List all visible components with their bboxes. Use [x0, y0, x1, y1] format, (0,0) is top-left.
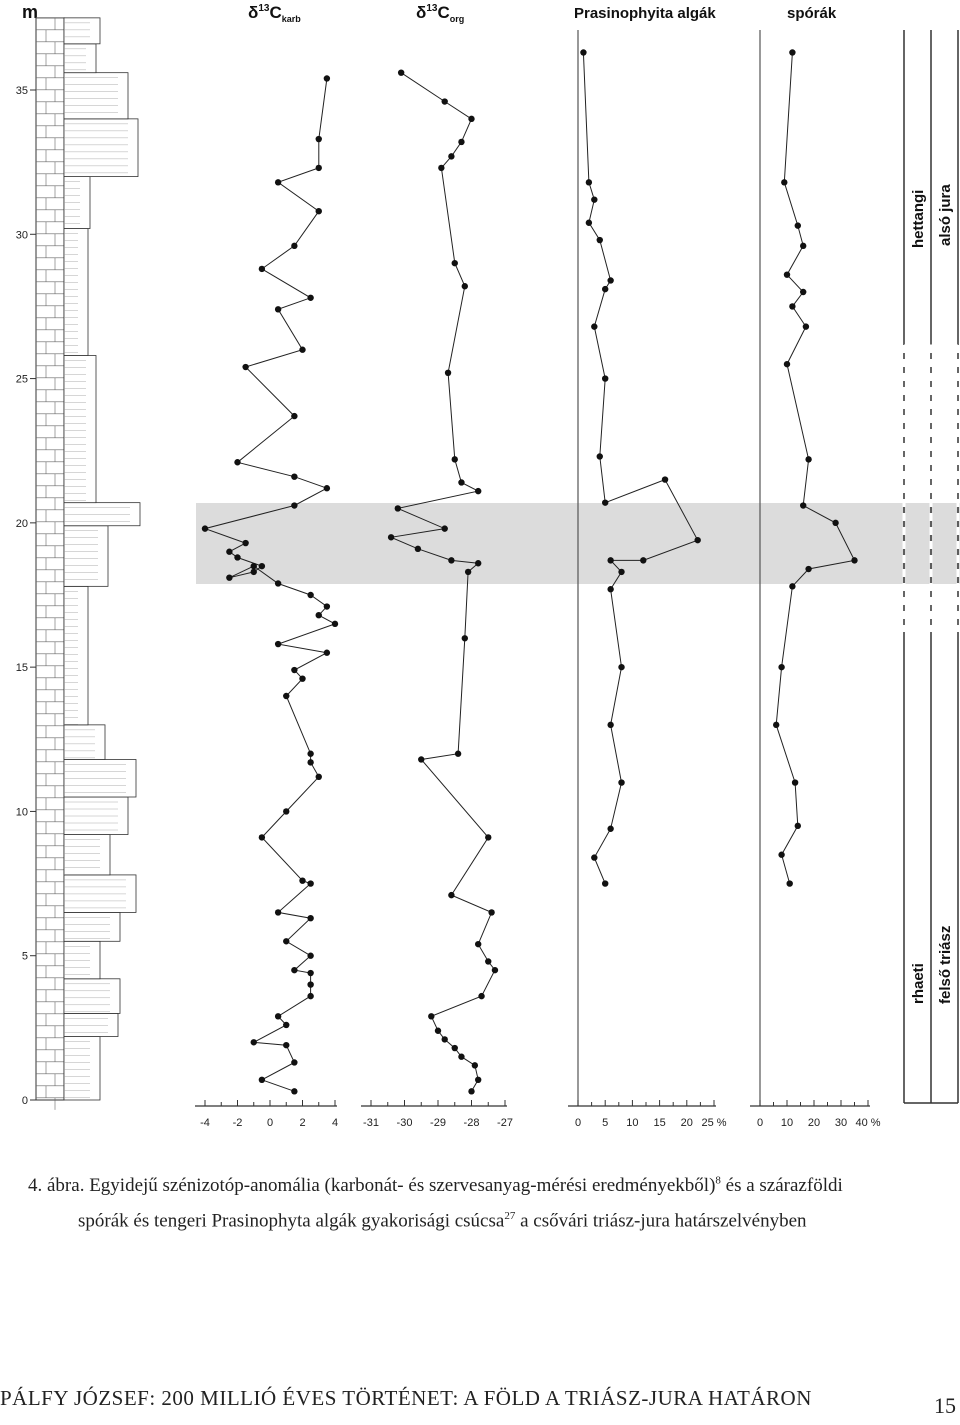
org-header: $\delta^{13}C_{org}$ [416, 3, 465, 24]
data-point [784, 361, 790, 367]
data-point [602, 880, 608, 886]
data-point [803, 323, 809, 329]
data-point [789, 583, 795, 589]
data-point [458, 479, 464, 485]
depth-tick-label: 25 [15, 373, 28, 386]
data-point [324, 650, 330, 656]
data-point [275, 179, 281, 185]
x-tick-label: 20 [680, 1117, 693, 1129]
data-point [283, 1042, 289, 1048]
x-tick-label: -28 [463, 1117, 480, 1129]
panel-d13c_carb [195, 75, 338, 1129]
depth-tick-label: 5 [21, 950, 28, 963]
x-tick-label: 30 [834, 1117, 848, 1129]
data-point [307, 970, 313, 976]
litho-bed [64, 526, 108, 587]
spores-header: spórák [787, 5, 837, 22]
data-point [640, 557, 646, 563]
data-point [607, 722, 613, 728]
data-point [458, 1054, 464, 1060]
data-point [291, 413, 297, 419]
x-tick-label: 20 [807, 1117, 821, 1129]
data-point [591, 196, 597, 202]
series-line-sporak [776, 53, 854, 884]
data-point [442, 1036, 448, 1042]
data-point [586, 220, 592, 226]
data-point [478, 993, 484, 999]
data-point [442, 98, 448, 104]
series-line-d13c_carb [205, 79, 335, 1092]
litho-bed [64, 355, 96, 502]
data-point [458, 139, 464, 145]
data-point [607, 826, 613, 832]
data-point [832, 520, 838, 526]
data-point [448, 892, 454, 898]
data-point [792, 779, 798, 785]
data-point [805, 566, 811, 572]
x-tick-label: 2 [299, 1117, 306, 1129]
x-tick-label: -31 [363, 1117, 379, 1129]
data-point [465, 569, 471, 575]
stage-also-jura: alsó jura [937, 184, 954, 246]
data-point [275, 641, 281, 647]
data-point [795, 222, 801, 228]
litho-bed [64, 119, 138, 177]
data-point [591, 854, 597, 860]
depth-tick-label: 30 [15, 229, 28, 242]
data-point [275, 306, 281, 312]
data-point [442, 525, 448, 531]
data-point [694, 537, 700, 543]
data-point [800, 502, 806, 508]
litho-bed [64, 586, 88, 725]
data-point [316, 774, 322, 780]
data-point [275, 580, 281, 586]
running-footer: PÁLFY JÓZSEF: 200 MILLIÓ ÉVES TÖRTÉNET: A FÖLD A TRIÁSZ-JURA HATÁRON [0, 1386, 812, 1410]
data-point [307, 953, 313, 959]
data-point [259, 266, 265, 272]
data-point [316, 136, 322, 142]
x-tick-label: -29 [430, 1117, 446, 1129]
data-point [291, 243, 297, 249]
data-point [607, 557, 613, 563]
x-tick-label: -30 [396, 1117, 413, 1129]
data-point [428, 1013, 434, 1019]
x-tick-label: 10 [780, 1117, 794, 1129]
data-point [485, 834, 491, 840]
data-point [462, 283, 468, 289]
data-point [455, 751, 461, 757]
depth-tick-label: 0 [21, 1095, 28, 1107]
x-tick-label: -27 [497, 1117, 513, 1129]
data-point [485, 958, 491, 964]
data-point [851, 557, 857, 563]
data-point [234, 459, 240, 465]
data-point [395, 505, 401, 511]
data-point [475, 560, 481, 566]
litho-bed [64, 835, 110, 875]
x-tick-label: -4 [200, 1117, 210, 1129]
caption-line-1: 4. ábra. Egyidejű szénizotóp-anomália (karbonát- és szervesanyag-mérési eredményekből)$^8$ és a szárazföldi [28, 1175, 843, 1197]
data-point [307, 751, 313, 757]
data-point [586, 179, 592, 185]
data-point [324, 485, 330, 491]
data-point [438, 165, 444, 171]
x-tick-label: 40 % [855, 1117, 881, 1129]
data-point [226, 574, 232, 580]
data-point [291, 1088, 297, 1094]
stage-felso-triasz: felső triász [937, 925, 954, 1004]
x-tick-label: 4 [331, 1117, 339, 1129]
data-point [448, 557, 454, 563]
x-tick-label: 5 [602, 1117, 609, 1129]
data-point [448, 153, 454, 159]
data-point [242, 540, 248, 546]
litho-bed [64, 18, 100, 44]
carb-header: $\delta^{13}C_{karb}$ [248, 3, 301, 24]
data-point [445, 370, 451, 376]
x-tick-label: 25 % [701, 1117, 727, 1129]
panel-d13c_org [361, 69, 513, 1129]
stage-hettangi: hettangi [910, 189, 927, 248]
litho-bed [64, 73, 128, 119]
litho-bed [64, 503, 140, 526]
data-point [291, 473, 297, 479]
data-point [332, 621, 338, 627]
data-point [275, 909, 281, 915]
data-point [307, 981, 313, 987]
data-point [291, 667, 297, 673]
data-point [607, 586, 613, 592]
data-point [662, 476, 668, 482]
data-point [291, 502, 297, 508]
data-point [283, 938, 289, 944]
depth-axis [16, 18, 36, 1107]
data-point [299, 347, 305, 353]
data-point [597, 237, 603, 243]
data-point [488, 909, 494, 915]
data-point [618, 664, 624, 670]
x-tick-label: 0 [574, 1117, 582, 1129]
data-point [789, 49, 795, 55]
data-point [602, 375, 608, 381]
data-point [475, 1077, 481, 1083]
data-point [251, 1039, 257, 1045]
data-point [316, 612, 322, 618]
litho-bed [64, 44, 96, 73]
data-point [299, 675, 305, 681]
data-point [307, 915, 313, 921]
data-point [452, 260, 458, 266]
data-point [781, 179, 787, 185]
litho-bed [64, 912, 120, 941]
data-point [607, 277, 613, 283]
data-point [307, 759, 313, 765]
x-tick-label: 10 [626, 1117, 639, 1129]
data-point [597, 453, 603, 459]
data-point [452, 1045, 458, 1051]
series-line-prasinophyta [583, 53, 697, 884]
data-point [202, 525, 208, 531]
data-point [580, 49, 586, 55]
data-point [602, 499, 608, 505]
data-point [398, 69, 404, 75]
data-point [316, 165, 322, 171]
data-point [435, 1028, 441, 1034]
stage-rhaeti: rhaeti [910, 963, 927, 1004]
litho-bed [64, 875, 136, 913]
data-point [275, 1013, 281, 1019]
litho-bed [64, 759, 136, 797]
data-point [316, 208, 322, 214]
data-point [602, 286, 608, 292]
data-point [324, 75, 330, 81]
data-point [251, 569, 257, 575]
data-point [492, 967, 498, 973]
prasino-header: Prasinophyita algák [574, 5, 716, 22]
data-point [388, 534, 394, 540]
depth-tick-label: 35 [15, 85, 28, 97]
data-point [468, 1088, 474, 1094]
depth-axis-title: m [22, 2, 39, 22]
data-point [618, 569, 624, 575]
x-tick-label: 0 [756, 1117, 764, 1129]
figure-caption [28, 1166, 938, 1237]
data-point [475, 488, 481, 494]
data-point [234, 554, 240, 560]
data-point [789, 303, 795, 309]
boundary-dashes [904, 345, 958, 632]
depth-tick-label: 20 [15, 517, 28, 530]
data-point [242, 364, 248, 370]
data-point [778, 664, 784, 670]
litho-bed [64, 941, 100, 979]
data-point [462, 635, 468, 641]
data-point [283, 693, 289, 699]
data-point [299, 877, 305, 883]
data-point [787, 880, 793, 886]
data-point [307, 295, 313, 301]
data-point [475, 941, 481, 947]
x-tick-label: -2 [232, 1117, 243, 1129]
data-point [784, 271, 790, 277]
data-point [591, 323, 597, 329]
caption-line-2: spórák és tengeri Prasinophyta algák gyakorisági csúcsa$^{27}$ a csővári triász-jura határszelvényben [78, 1210, 807, 1232]
data-point [259, 1077, 265, 1083]
data-point [291, 1059, 297, 1065]
data-point [805, 456, 811, 462]
data-point [226, 549, 232, 555]
data-point [795, 823, 801, 829]
data-point [415, 546, 421, 552]
page-number: 15 [934, 1393, 956, 1418]
data-point [472, 1062, 478, 1068]
data-point [291, 967, 297, 973]
x-tick-label: 0 [266, 1117, 274, 1129]
data-point [468, 116, 474, 122]
data-point [259, 563, 265, 569]
data-point [452, 456, 458, 462]
x-tick-label: 15 [653, 1117, 666, 1129]
depth-tick-label: 10 [15, 806, 28, 819]
data-point [324, 603, 330, 609]
data-point [307, 880, 313, 886]
data-point [283, 1022, 289, 1028]
lithology-column [36, 18, 140, 1110]
data-point [778, 852, 784, 858]
data-point [307, 993, 313, 999]
litho-bed [64, 1013, 118, 1036]
data-point [283, 808, 289, 814]
data-point [251, 563, 257, 569]
data-point [307, 592, 313, 598]
depth-tick-label: 15 [15, 662, 28, 675]
data-point [800, 243, 806, 249]
data-point [773, 722, 779, 728]
litho-bed [64, 797, 128, 835]
data-point [418, 756, 424, 762]
data-point [618, 779, 624, 785]
data-point [800, 289, 806, 295]
data-point [259, 834, 265, 840]
